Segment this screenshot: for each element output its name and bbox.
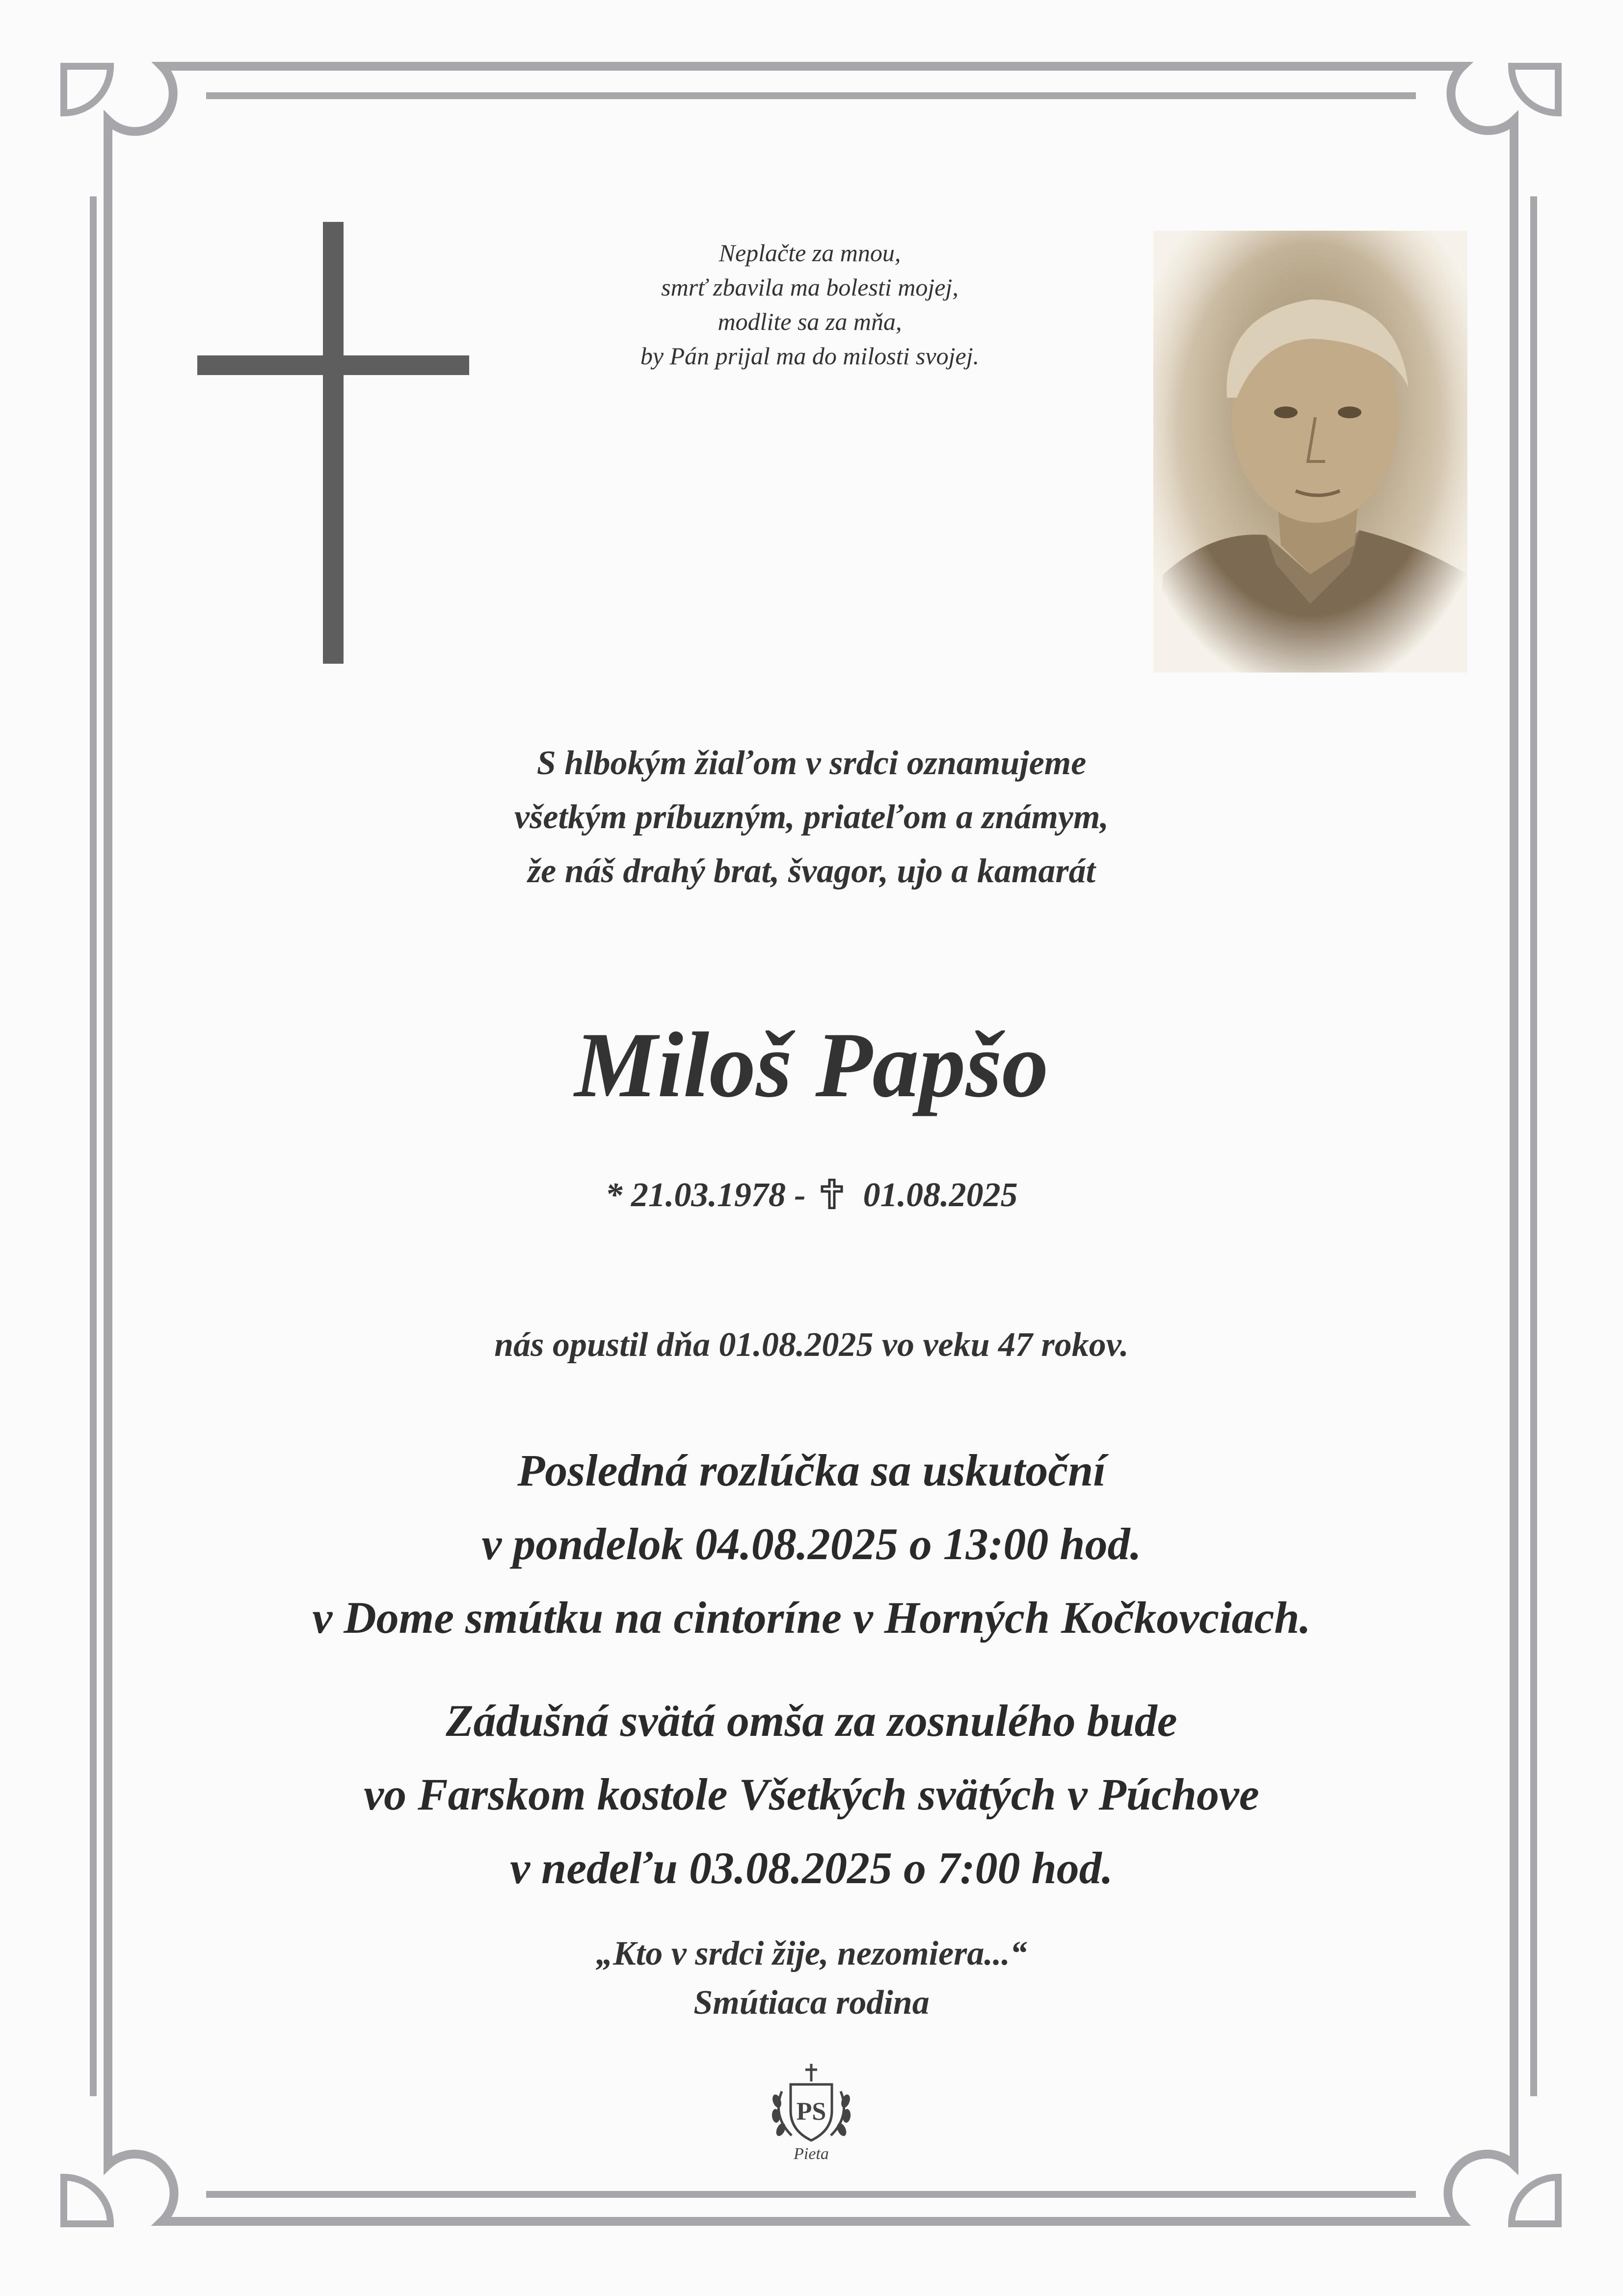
closing-quote: „Kto v srdci žije, nezomiera...“ <box>596 1935 1027 1972</box>
funeral-details <box>0 1433 1623 1654</box>
pieta-logo-icon <box>762 2062 860 2165</box>
memorial-verse <box>564 236 1055 373</box>
portrait-illustration <box>1153 231 1467 673</box>
funeral-line: Posledná rozlúčka sa uskutoční <box>517 1445 1106 1495</box>
birth-date: * 21.03.1978 - <box>605 1176 806 1214</box>
closing <box>0 1929 1623 2027</box>
signature: Smútiaca rodina <box>693 1984 930 2022</box>
funeral-line: v pondelok 04.08.2025 o 13:00 hod. <box>481 1519 1142 1569</box>
cross-icon <box>820 1179 844 1209</box>
verse-line: by Pán prijal ma do milosti svojej. <box>640 342 980 370</box>
intro-line: všetkým príbuzným, priateľom a známym, <box>514 798 1109 836</box>
deceased-name: Miloš Papšo <box>574 1014 1049 1117</box>
mass-line: vo Farskom kostole Všetkých svätých v Púchove <box>364 1769 1259 1819</box>
verse-line: smrť zbavila ma bolesti mojej, <box>661 273 958 301</box>
mass-line: v nedeľu 03.08.2025 o 7:00 hod. <box>510 1843 1113 1893</box>
mass-details <box>0 1684 1623 1905</box>
cross-vertical-bar <box>323 222 344 664</box>
mass-line: Zádušná svätá omša za zosnulého bude <box>446 1696 1177 1746</box>
portrait-photo <box>1153 231 1467 673</box>
verse-line: modlite sa za mňa, <box>718 308 902 335</box>
cross-horizontal-bar <box>197 355 469 375</box>
intro-line: že náš drahý brat, švagor, ujo a kamarát <box>527 852 1096 890</box>
death-date: 01.08.2025 <box>863 1176 1018 1214</box>
funeral-line: v Dome smútku na cintoríne v Horných Kočkovciach. <box>312 1593 1311 1643</box>
life-dates <box>0 1171 1623 1220</box>
intro-line: S hlbokým žiaľom v srdci oznamujeme <box>536 744 1087 782</box>
passed-away-line: nás opustil dňa 01.08.2025 vo veku 47 rokov. <box>494 1326 1129 1364</box>
logo-monogram: PS <box>796 2098 826 2126</box>
logo-name: Pieta <box>794 2145 829 2163</box>
announcement-intro <box>0 736 1623 898</box>
verse-line: Neplačte za mnou, <box>718 239 901 267</box>
